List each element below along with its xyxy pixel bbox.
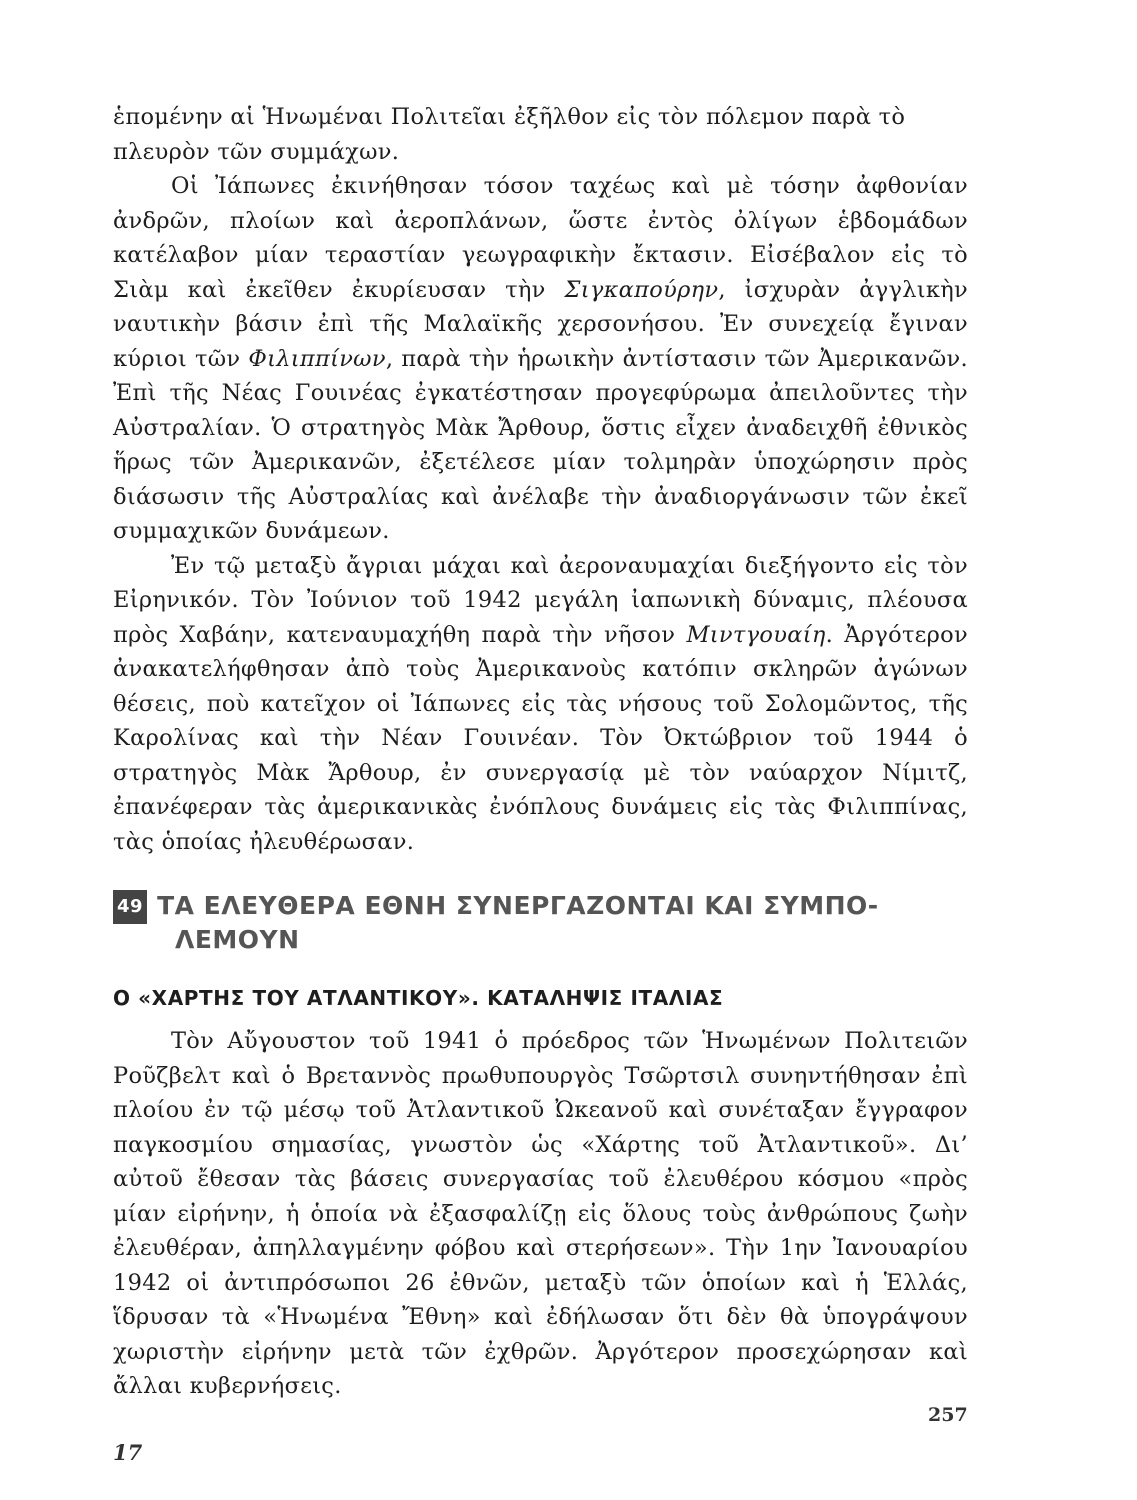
section-title-line-2: ΛΕΜΟΥΝ xyxy=(175,925,300,954)
paragraph-pacific-battles xyxy=(113,549,968,860)
para-line-1: ἑπομένην αἱ Ἡνωμέναι Πολιτεῖαι ἐξῆλθον εἰς τὸν πόλεμον παρὰ τὸ xyxy=(113,104,906,130)
signature-mark: 17 xyxy=(113,1440,143,1465)
para2-text-2: , ἰσχυρὰν ἀγγλικὴν ναυτικὴν βάσιν ἐπὶ τῆς Μαλαϊκῆς χερσονήσου. Ἐν συνεχείᾳ ἔγιναν κύριοι τῶν xyxy=(113,276,968,372)
place-philippines: Φιλιππίνων xyxy=(248,345,386,372)
paragraph-continuation xyxy=(113,100,968,169)
place-singapore: Σιγκαπούρην xyxy=(564,276,719,303)
section-title-line-1: ΤΑ ΕΛΕΥΘΕΡΑ ΕΘΝΗ ΣΥΝΕΡΓΑΖΟΝΤΑΙ ΚΑΙ ΣΥΜΠΟ- xyxy=(157,891,879,920)
para3-text-1: Ἐν τῷ μεταξὺ ἄγριαι μάχαι καὶ ἀεροναυμαχίαι διεξήγοντο εἰς τὸν Εἰρηνικόν. Τὸν Ἰούνιον τοῦ 1942 μεγάλη ἰαπωνικὴ δύναμις, πλέουσα πρὸς Χαβάην, κατεναυμαχήθη παρὰ τὴν νῆσον xyxy=(113,552,968,648)
para2-text-1: Οἱ Ἰάπωνες ἐκινήθησαν τόσον ταχέως καὶ μὲ τόσην ἀφθονίαν ἀνδρῶν, πλοίων καὶ ἀεροπλάνων, ὥστε ἐντὸς ὀλίγων ἑβδομάδων κατέλαβον μίαν τεραστίαν γεωγραφικὴν ἔκτασιν. Εἰσέβαλον εἰς τὸ Σιὰμ καὶ ἐκεῖθεν ἐκυρίευσαν τὴν xyxy=(113,173,968,303)
text-block-top xyxy=(113,100,968,859)
para3-text-2: . Ἀργότερον ἀνακατελήφθησαν ἀπὸ τοὺς Ἀμερικανοὺς κατόπιν σκληρῶν ἀγώνων θέσεις, ποὺ κατεῖχον οἱ Ἰάπωνες εἰς τὰς νήσους τοῦ Σολομῶντος, τῆς Καρολίνας καὶ τὴν Νέαν Γουινέαν. Τὸν Ὀκτώβριον τοῦ 1944 ὁ στρατηγὸς Μὰκ Ἄρθουρ, ἐν συνεργασίᾳ μὲ τὸν ναύαρχον Νίμιτζ, ἐπανέφεραν τὰς ἀμερικανικὰς ἐνόπλους δυνάμεις εἰς τὰς Φιλιππίνας, τὰς ὁποίας ἠλευθέρωσαν. xyxy=(113,621,968,855)
subheading: Ο «ΧΑΡΤΗΣ ΤΟΥ ΑΤΛΑΝΤΙΚΟΥ». ΚΑΤΑΛΗΨΙΣ ΙΤΑΛΙΑΣ xyxy=(113,986,724,1010)
text-block-bottom xyxy=(113,1024,968,1404)
paragraph-japanese-advance xyxy=(113,169,968,549)
section-number-badge: 49 xyxy=(113,890,147,924)
place-midway: Μιντγουαίη xyxy=(686,621,826,648)
para-line-2: πλευρὸν τῶν συμμάχων. xyxy=(113,138,400,165)
page-number: 257 xyxy=(928,1404,968,1426)
paragraph-atlantic-charter: Τὸν Αὔγουστον τοῦ 1941 ὁ πρόεδρος τῶν Ἡνωμένων Πολιτειῶν Ροῦζβελτ καὶ ὁ Βρεταννὸς πρωθυπουργὸς Τσῶρτσιλ συνηντήθησαν ἐπὶ πλοίου ἐν τῷ μέσῳ τοῦ Ἀτλαντικοῦ Ὠκεανοῦ καὶ συνέταξαν ἔγγραφον παγκοσμίου σημασίας, γνωστὸν ὡς «Χάρτης τοῦ Ἀτλαντικοῦ». Δι’ αὐτοῦ ἔθεσαν τὰς βάσεις συνεργασίας τοῦ ἐλευθέρου κόσμου «πρὸς μίαν εἰρήνην, ἡ ὁποία νὰ ἐξασφαλίζῃ εἰς ὅλους τοὺς ἀνθρώπους ζωὴν ἐλευθέραν, ἀπηλλαγμένην φόβου καὶ στερήσεων». Τὴν 1ην Ἰανουαρίου 1942 οἱ ἀντιπρόσωποι 26 ἐθνῶν, μεταξὺ τῶν ὁποίων καὶ ἡ Ἑλλάς, ἵδρυσαν τὰ «Ἡνωμένα Ἔθνη» καὶ ἐδήλωσαν ὅτι δὲν θὰ ὑπογράψουν χωριστὴν εἰρήνην μετὰ τῶν ἐχθρῶν. Ἀργότερον προσεχώρησαν καὶ ἄλλαι κυβερνήσεις. xyxy=(113,1028,968,1399)
para2-text-3: , παρὰ τὴν ἡρωικὴν ἀντίστασιν τῶν Ἀμερικανῶν. Ἐπὶ τῆς Νέας Γουινέας ἐγκατέστησαν προγεφύρωμα ἀπειλοῦντες τὴν Αὐστραλίαν. Ὁ στρατηγὸς Μὰκ Ἄρθουρ, ὅστις εἶχεν ἀναδειχθῆ ἐθνικὸς ἥρως τῶν Ἀμερικανῶν, ἐξετέλεσε μίαν τολμηρὰν ὑποχώρησιν πρὸς διάσωσιν τῆς Αὐστραλίας καὶ ἀνέλαβε τὴν ἀναδιοργάνωσιν τῶν ἐκεῖ συμμαχικῶν δυνάμεων. xyxy=(113,345,968,544)
section-heading xyxy=(113,890,968,956)
